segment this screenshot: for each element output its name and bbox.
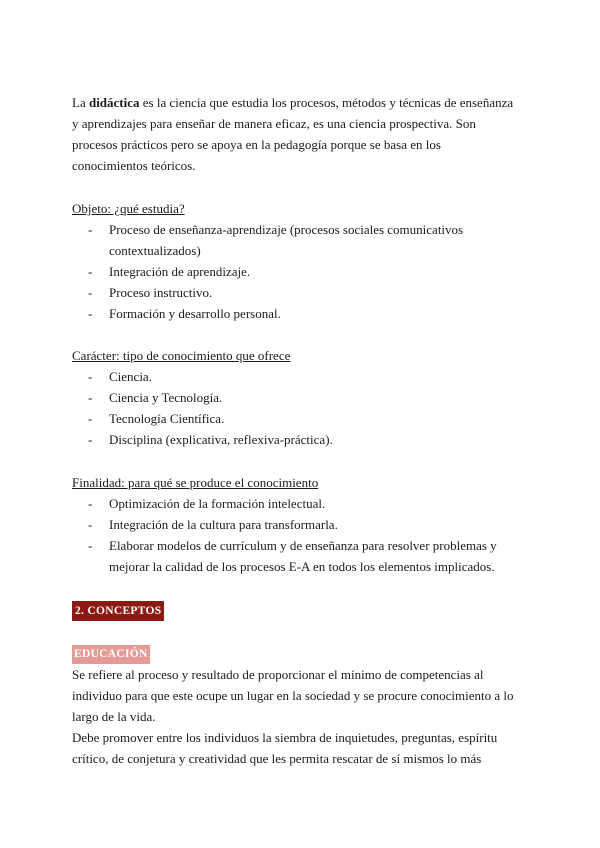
intro-line1-rest: es la ciencia que estudia los procesos, métodos y técnicas de enseñanza	[139, 95, 514, 110]
list-item-text: mejorar la calidad de los procesos E-A en todos los elementos implicados.	[109, 559, 495, 574]
list-item	[72, 303, 532, 324]
educacion-line: largo de la vida.	[72, 709, 156, 724]
list-item-text: Proceso instructivo.	[109, 285, 213, 300]
objeto-heading: Objeto: ¿qué estudia?	[72, 201, 185, 216]
intro-pre: La	[72, 95, 89, 110]
dash-bullet: -	[88, 496, 93, 511]
intro-line: conocimientos teóricos.	[72, 158, 196, 173]
list-item	[72, 261, 532, 282]
list-item-text: Ciencia.	[109, 369, 152, 384]
list-item-text: Formación y desarrollo personal.	[109, 306, 281, 321]
finalidad-section	[72, 472, 532, 577]
list-item	[72, 366, 532, 387]
list-item-text: Optimización de la formación intelectual.	[109, 496, 326, 511]
dash-bullet: -	[88, 390, 93, 405]
objeto-list	[72, 219, 532, 324]
dash-bullet: -	[88, 411, 93, 426]
list-item	[72, 408, 532, 429]
caracter-section	[72, 345, 532, 450]
section-2-header	[72, 599, 532, 621]
dash-bullet: -	[88, 432, 93, 447]
finalidad-heading: Finalidad: para qué se produce el conocimiento	[72, 475, 319, 490]
educacion-line: Se refiere al proceso y resultado de proporcionar el mínimo de competencias al	[72, 667, 484, 682]
dash-bullet: -	[88, 517, 93, 532]
dash-bullet: -	[88, 538, 93, 553]
section-label-conceptos: 2. CONCEPTOS	[72, 601, 164, 621]
list-item	[72, 219, 532, 261]
list-item	[72, 429, 532, 450]
list-item	[72, 282, 532, 303]
dash-bullet: -	[88, 369, 93, 384]
educacion-section	[72, 642, 542, 769]
list-item	[72, 514, 532, 535]
educacion-line: Debe promover entre los individuos la siembra de inquietudes, preguntas, espíritu	[72, 730, 498, 745]
list-item-text: Tecnología Científica.	[109, 411, 225, 426]
objeto-section	[72, 198, 532, 324]
caracter-list	[72, 366, 532, 450]
intro-line: procesos prácticos pero se apoya en la pedagogía porque se basa en los	[72, 137, 441, 152]
list-item-text: Elaborar modelos de currículum y de enseñanza para resolver problemas y	[109, 538, 497, 553]
list-item	[72, 493, 532, 514]
list-item-text: contextualizados)	[109, 243, 201, 258]
list-item-text: Disciplina (explicativa, reflexiva-práctica).	[109, 432, 333, 447]
list-item-text: Ciencia y Tecnología.	[109, 390, 223, 405]
educacion-line: crítico, de conjetura y creatividad que les permita rescatar de sí mismos lo más	[72, 751, 482, 766]
intro-line: y aprendizajes para enseñar de manera eficaz, es una ciencia prospectiva. Son	[72, 116, 476, 131]
list-item	[72, 535, 532, 577]
caracter-heading: Carácter: tipo de conocimiento que ofrece	[72, 348, 291, 363]
educacion-line: individuo para que este ocupe un lugar en la sociedad y se procure conocimiento a lo	[72, 688, 514, 703]
intro-paragraph	[72, 92, 532, 176]
list-item-text: Proceso de enseñanza-aprendizaje (procesos sociales comunicativos	[109, 222, 464, 237]
list-item	[72, 387, 532, 408]
list-item-text: Integración de la cultura para transformarla.	[109, 517, 338, 532]
sub-label-educacion: EDUCACIÓN	[72, 645, 150, 664]
intro-bold-term: didáctica	[88, 95, 140, 110]
finalidad-list	[72, 493, 532, 577]
dash-bullet: -	[88, 222, 93, 237]
dash-bullet: -	[88, 285, 93, 300]
dash-bullet: -	[88, 306, 93, 321]
list-item-text: Integración de aprendizaje.	[109, 264, 251, 279]
dash-bullet: -	[88, 264, 93, 279]
intro-line	[72, 92, 532, 113]
